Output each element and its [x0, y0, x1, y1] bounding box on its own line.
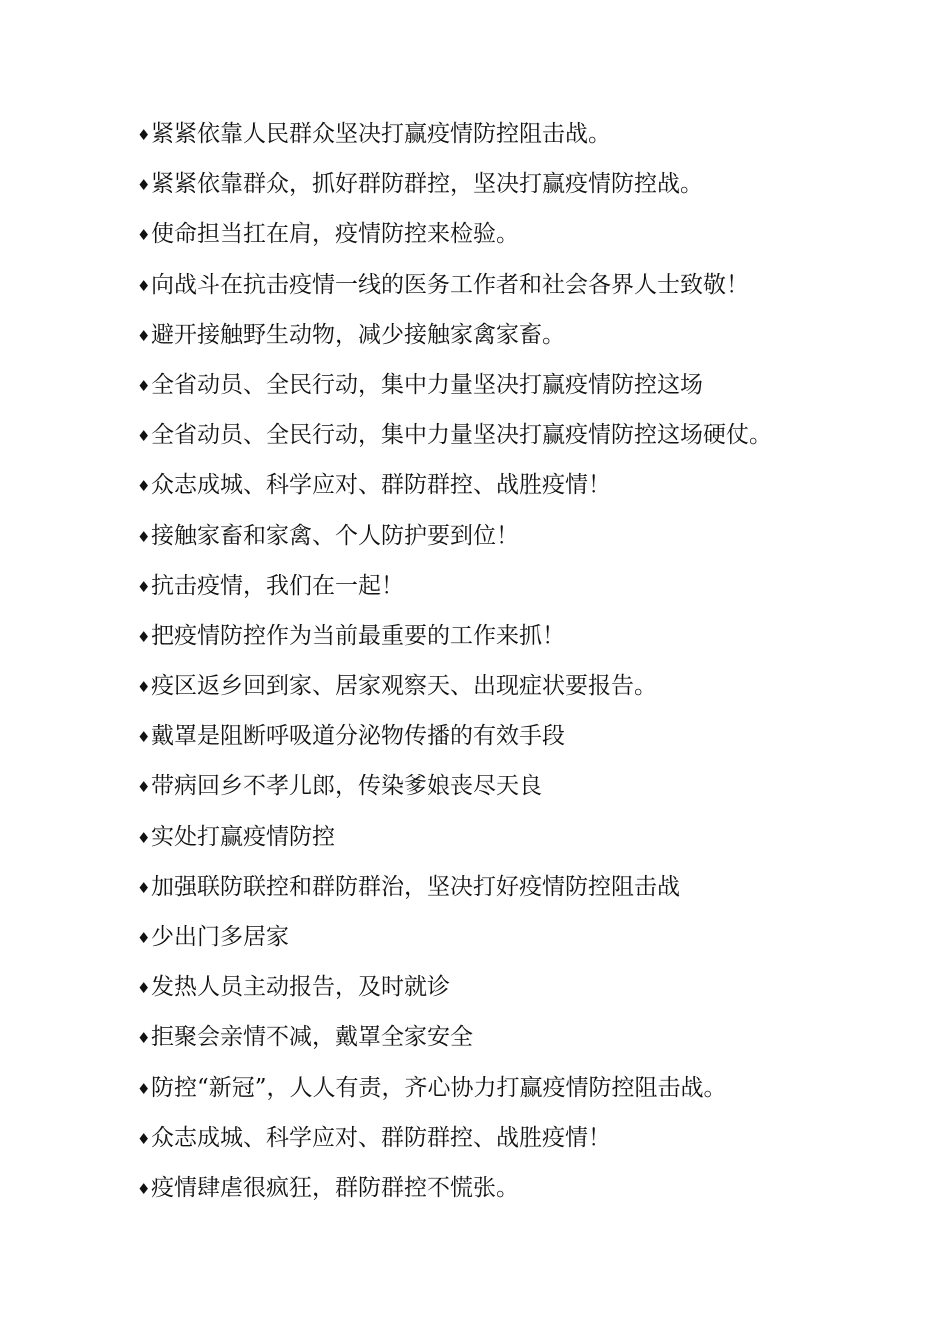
list-item — [137, 817, 772, 867]
diamond-bullet-icon: ♦ — [137, 276, 151, 295]
slogan-text: 拒聚会亲情不减，戴罩全家安全 — [151, 1024, 473, 1051]
slogan-text: 众志成城、科学应对、群防群控、战胜疫情！ — [151, 1124, 611, 1151]
list-item — [137, 616, 772, 666]
diamond-bullet-icon: ♦ — [137, 527, 151, 546]
diamond-bullet-icon: ♦ — [137, 376, 151, 395]
diamond-bullet-icon: ♦ — [137, 627, 151, 646]
diamond-bullet-icon: ♦ — [137, 1129, 151, 1148]
list-item — [137, 315, 772, 365]
list-item — [137, 415, 772, 465]
list-item — [137, 465, 772, 515]
slogan-text: 避开接触野生动物，减少接触家禽家畜。 — [151, 321, 565, 348]
slogan-text: 少出门多居家 — [151, 924, 289, 950]
slogan-text: 加强联防联控和群防群治，坚决打好疫情防控阻击战 — [151, 873, 680, 900]
list-item — [137, 1168, 772, 1218]
list-item — [137, 114, 772, 164]
list-item — [137, 265, 772, 315]
list-item — [137, 1017, 772, 1067]
diamond-bullet-icon: ♦ — [137, 778, 151, 797]
diamond-bullet-icon: ♦ — [137, 1079, 151, 1098]
list-item — [137, 1118, 772, 1168]
list-item — [137, 867, 772, 917]
slogan-text: 防控“新冠”，人人有责，齐心协力打赢疫情防控阻击战。 — [151, 1074, 727, 1101]
slogan-text: 实处打赢疫情防控 — [151, 823, 335, 850]
list-item — [137, 716, 772, 766]
diamond-bullet-icon: ♦ — [137, 929, 151, 947]
slogan-text: 紧紧依靠群众，抓好群防群控，坚决打赢疫情防控战。 — [151, 171, 703, 198]
list-item — [137, 164, 772, 214]
slogan-text: 带病回乡不孝儿郎，传染爹娘丧尽天良 — [151, 773, 542, 800]
diamond-bullet-icon: ♦ — [137, 1179, 151, 1198]
slogan-text: 接触家畜和家禽、个人防护要到位！ — [151, 522, 519, 549]
diamond-bullet-icon: ♦ — [137, 979, 151, 998]
diamond-bullet-icon: ♦ — [137, 176, 151, 195]
list-item — [137, 1068, 772, 1118]
list-item — [137, 666, 772, 716]
list-item — [137, 214, 772, 264]
slogan-text: 发热人员主动报告，及时就诊 — [151, 974, 450, 1001]
slogan-text: 全省动员、全民行动，集中力量坚决打赢疫情防控这场硬仗。 — [151, 422, 772, 449]
list-item — [137, 566, 772, 616]
list-item — [137, 766, 772, 816]
slogan-text: 疫区返乡回到家、居家观察天、出现症状要报告。 — [151, 673, 657, 700]
diamond-bullet-icon: ♦ — [137, 1029, 151, 1048]
slogan-text: 紧紧依靠人民群众坚决打赢疫情防控阻击战。 — [151, 121, 611, 147]
slogan-text: 使命担当扛在肩，疫情防控来检验。 — [151, 221, 519, 248]
slogan-list — [137, 114, 772, 1218]
diamond-bullet-icon: ♦ — [137, 126, 151, 144]
slogan-text: 抗击疫情，我们在一起！ — [151, 572, 404, 599]
diamond-bullet-icon: ♦ — [137, 728, 151, 747]
diamond-bullet-icon: ♦ — [137, 577, 151, 596]
diamond-bullet-icon: ♦ — [137, 678, 151, 697]
diamond-bullet-icon: ♦ — [137, 828, 151, 847]
diamond-bullet-icon: ♦ — [137, 326, 151, 345]
list-item — [137, 967, 772, 1017]
slogan-text: 众志成城、科学应对、群防群控、战胜疫情！ — [151, 472, 611, 499]
diamond-bullet-icon: ♦ — [137, 477, 151, 496]
diamond-bullet-icon: ♦ — [137, 878, 151, 897]
list-item — [137, 516, 772, 566]
diamond-bullet-icon: ♦ — [137, 427, 151, 446]
slogan-text: 把疫情防控作为当前最重要的工作来抓！ — [151, 622, 565, 649]
list-item — [137, 365, 772, 415]
list-item — [137, 917, 772, 967]
slogan-text: 疫情肆虐很疯狂，群防群控不慌张。 — [151, 1174, 519, 1201]
diamond-bullet-icon: ♦ — [137, 226, 151, 245]
slogan-text: 全省动员、全民行动，集中力量坚决打赢疫情防控这场 — [151, 371, 703, 398]
slogan-text: 戴罩是阻断呼吸道分泌物传播的有效手段 — [151, 723, 565, 750]
slogan-text: 向战斗在抗击疫情一线的医务工作者和社会各界人士致敬！ — [151, 271, 749, 298]
